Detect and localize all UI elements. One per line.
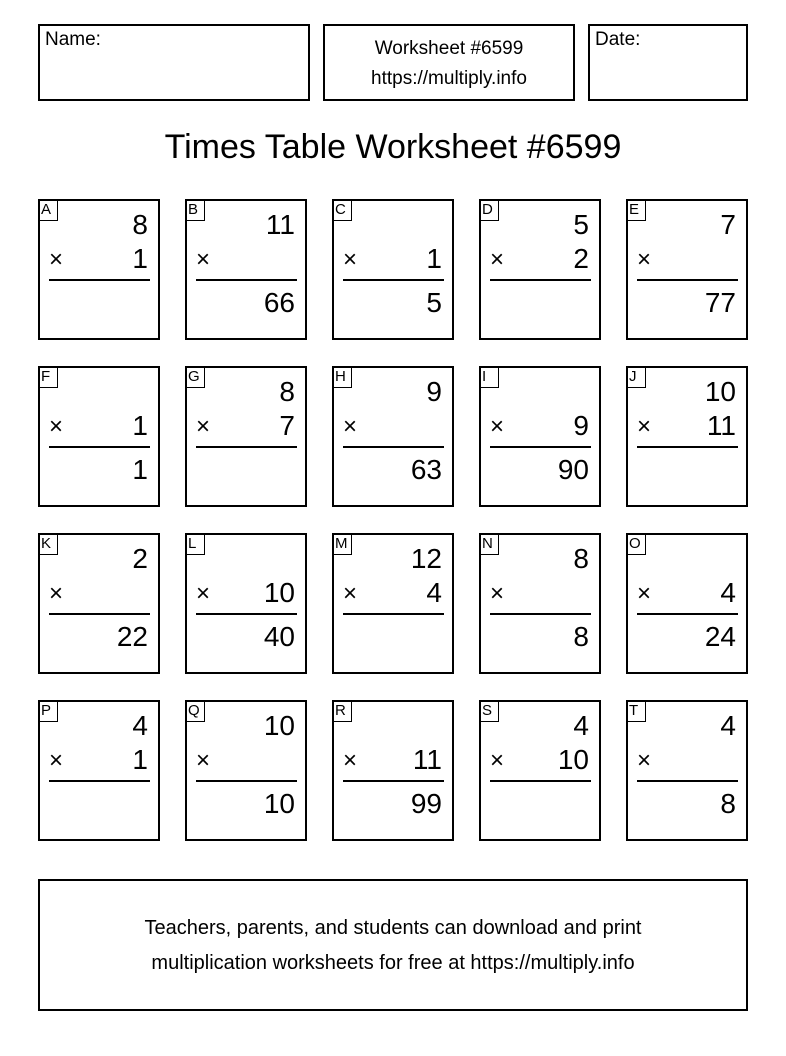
problem-label: A (38, 199, 58, 221)
answer-rule (196, 780, 297, 782)
product: 40 (263, 621, 295, 652)
top-number: 10 (704, 376, 736, 407)
top-number: 12 (410, 543, 442, 574)
problem-label: S (479, 700, 499, 722)
answer-rule (490, 613, 591, 615)
bottom-number: 1 (132, 744, 148, 775)
times-sign: × (49, 747, 64, 774)
worksheet-number: Worksheet #6599 (374, 38, 524, 59)
times-sign: × (637, 747, 652, 774)
answer-rule (343, 446, 444, 448)
problem-label: M (332, 533, 352, 555)
problem-label: G (185, 366, 205, 388)
top-number: 4 (720, 710, 736, 741)
times-sign: × (637, 413, 652, 440)
problem-label: D (479, 199, 499, 221)
top-number: 10 (263, 710, 295, 741)
problem-label: E (626, 199, 646, 221)
answer-rule (49, 780, 150, 782)
top-number: 11 (265, 209, 295, 240)
answer-rule (637, 446, 738, 448)
times-sign: × (196, 747, 211, 774)
problem-card (626, 199, 748, 340)
answer-rule (490, 279, 591, 281)
problem-label: Q (185, 700, 205, 722)
product: 66 (263, 287, 295, 318)
problem-card (332, 199, 454, 340)
problem-label: N (479, 533, 499, 555)
times-sign: × (343, 413, 358, 440)
problem-card (626, 366, 748, 507)
problem-label: H (332, 366, 352, 388)
product: 10 (263, 788, 295, 819)
problem-card (479, 700, 601, 841)
footer-line-2: multiplication worksheets for free at https://multiply.info (151, 952, 635, 974)
problem-label: J (626, 366, 646, 388)
times-sign: × (49, 413, 64, 440)
problem-label: P (38, 700, 58, 722)
worksheet-url: https://multiply.info (371, 68, 527, 89)
product: 63 (410, 454, 442, 485)
problem-label: O (626, 533, 646, 555)
answer-rule (490, 446, 591, 448)
answer-rule (343, 613, 444, 615)
problem-label: I (479, 366, 499, 388)
top-number: 5 (573, 209, 589, 240)
top-number: 2 (132, 543, 148, 574)
problem-card (185, 700, 307, 841)
times-sign: × (343, 246, 358, 273)
times-sign: × (490, 747, 505, 774)
problem-label: L (185, 533, 205, 555)
times-sign: × (49, 246, 64, 273)
product: 99 (410, 788, 442, 819)
times-sign: × (637, 246, 652, 273)
top-number: 9 (426, 376, 442, 407)
product: 8 (573, 621, 589, 652)
answer-rule (196, 279, 297, 281)
problem-card (479, 199, 601, 340)
date-label: Date: (595, 29, 641, 50)
bottom-number: 2 (573, 243, 589, 274)
bottom-number: 1 (132, 410, 148, 441)
bottom-number: 10 (557, 744, 589, 775)
times-sign: × (343, 747, 358, 774)
answer-rule (637, 780, 738, 782)
answer-rule (49, 613, 150, 615)
bottom-number: 1 (426, 243, 442, 274)
top-number: 8 (573, 543, 589, 574)
product: 24 (704, 621, 736, 652)
problem-label: F (38, 366, 58, 388)
problem-card (38, 700, 160, 841)
times-sign: × (490, 580, 505, 607)
bottom-number: 1 (132, 243, 148, 274)
answer-rule (637, 279, 738, 281)
product: 1 (132, 454, 148, 485)
date-field[interactable] (588, 24, 748, 101)
footer-box (38, 879, 748, 1011)
footer-line-1: Teachers, parents, and students can download and print (144, 917, 642, 939)
top-number: 8 (132, 209, 148, 240)
bottom-number: 10 (263, 577, 295, 608)
problem-card (185, 533, 307, 674)
problem-card (479, 533, 601, 674)
problem-card (626, 533, 748, 674)
problem-card (626, 700, 748, 841)
answer-rule (49, 279, 150, 281)
times-sign: × (490, 413, 505, 440)
answer-rule (196, 446, 297, 448)
problem-label: B (185, 199, 205, 221)
problem-card (185, 366, 307, 507)
top-number: 4 (132, 710, 148, 741)
times-sign: × (196, 580, 211, 607)
times-sign: × (490, 246, 505, 273)
problem-card (38, 533, 160, 674)
answer-rule (196, 613, 297, 615)
times-sign: × (49, 580, 64, 607)
problem-card (332, 533, 454, 674)
product: 8 (720, 788, 736, 819)
bottom-number: 4 (426, 577, 442, 608)
answer-rule (343, 279, 444, 281)
bottom-number: 11 (706, 410, 736, 441)
bottom-number: 9 (573, 410, 589, 441)
times-sign: × (343, 580, 358, 607)
page-title: Times Table Worksheet #6599 (164, 128, 622, 166)
top-number: 8 (279, 376, 295, 407)
problem-card (332, 366, 454, 507)
top-number: 7 (720, 209, 736, 240)
times-sign: × (196, 246, 211, 273)
product: 22 (116, 621, 148, 652)
bottom-number: 11 (412, 744, 442, 775)
problem-label: T (626, 700, 646, 722)
product: 5 (426, 287, 442, 318)
answer-rule (49, 446, 150, 448)
name-label: Name: (45, 29, 101, 50)
problem-card (38, 366, 160, 507)
times-sign: × (637, 580, 652, 607)
bottom-number: 4 (720, 577, 736, 608)
bottom-number: 7 (279, 410, 295, 441)
problem-label: R (332, 700, 352, 722)
top-number: 4 (573, 710, 589, 741)
product: 77 (704, 287, 736, 318)
problem-card (38, 199, 160, 340)
problem-card (185, 199, 307, 340)
problem-card (332, 700, 454, 841)
name-field[interactable] (38, 24, 310, 101)
problem-card (479, 366, 601, 507)
times-sign: × (196, 413, 211, 440)
worksheet-info-box (323, 24, 575, 101)
problem-label: C (332, 199, 352, 221)
product: 90 (557, 454, 589, 485)
answer-rule (343, 780, 444, 782)
answer-rule (490, 780, 591, 782)
answer-rule (637, 613, 738, 615)
problem-label: K (38, 533, 58, 555)
